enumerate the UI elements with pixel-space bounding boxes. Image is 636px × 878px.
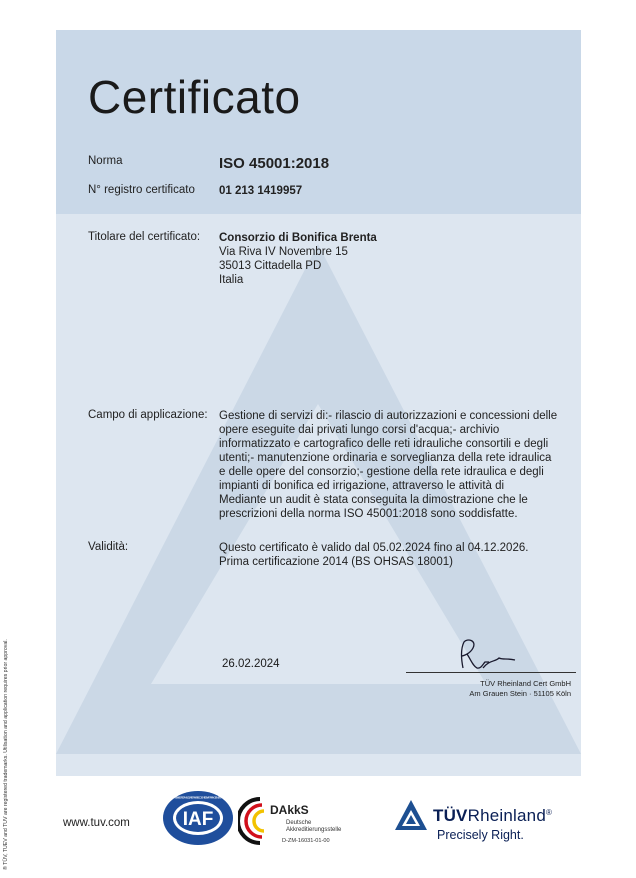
iaf-ring-text: MEMBER OF MULTILATERAL RECOGNITION ARRANGEMENT bbox=[174, 795, 222, 800]
signature-line bbox=[406, 672, 576, 673]
scope-line: e delle opere del consorzio;- gestione della rete idraulica e degli bbox=[219, 466, 544, 478]
issuer-name: TÜV Rheinland Cert GmbH bbox=[480, 679, 571, 688]
issue-date: 26.02.2024 bbox=[222, 658, 280, 670]
dakks-name: DAkkS bbox=[270, 803, 309, 817]
scope-line: informatizzato e cartografico delle reti idrauliche consortili e degli bbox=[219, 438, 549, 450]
validity-line: Questo certificato è valido dal 05.02.2024 fino al 04.12.2026. bbox=[219, 542, 529, 554]
dakks-sub-line: Deutsche bbox=[286, 820, 312, 826]
dakks-sub-line: Akkreditierungsstelle bbox=[286, 827, 342, 833]
validity-label: Validità: bbox=[88, 541, 129, 553]
registry-value: 01 213 1419957 bbox=[219, 185, 303, 197]
iaf-logo bbox=[162, 790, 234, 846]
scope-text bbox=[219, 409, 559, 521]
tuv-brand bbox=[433, 806, 552, 826]
scope-line: utenti;- manutenzione ordinaria e sorveglianza della rete idraulica bbox=[219, 452, 552, 464]
registered-mark: ® bbox=[545, 808, 553, 817]
scope-label: Campo di applicazione: bbox=[88, 409, 208, 421]
validity-text bbox=[219, 541, 528, 569]
tuv-brand-rest: Rheinland bbox=[467, 806, 546, 825]
dakks-subtitle bbox=[286, 820, 341, 834]
dakks-id: D-ZM-16031-01-00 bbox=[282, 838, 330, 844]
registry-label: N° registro certificato bbox=[88, 184, 195, 196]
scope-line: Mediante un audit è stata conseguita la dimostrazione che le bbox=[219, 494, 528, 506]
scope-line: prescrizioni della norma ISO 45001:2018 sono soddisfatte. bbox=[219, 508, 518, 520]
tuv-brand-bold: TÜV bbox=[433, 806, 468, 825]
issuer-block bbox=[406, 679, 571, 698]
certificate-title: Certificato bbox=[88, 71, 301, 123]
holder-block bbox=[219, 231, 377, 287]
holder-name: Consorzio di Bonifica Brenta bbox=[219, 232, 377, 244]
iaf-label: IAF bbox=[182, 809, 214, 830]
signature bbox=[455, 638, 525, 672]
norm-label: Norma bbox=[88, 155, 123, 167]
norm-value: ISO 45001:2018 bbox=[219, 155, 330, 172]
trademark-note: ® TÜV, TUEV and TUV are registered trademarks. Utilisation and application requires prior approval. bbox=[3, 639, 9, 870]
holder-label: Titolare del certificato: bbox=[88, 231, 201, 243]
tuv-slogan: Precisely Right. bbox=[437, 828, 524, 842]
holder-address-line: 35013 Cittadella PD bbox=[219, 260, 322, 272]
holder-address-line: Italia bbox=[219, 274, 244, 286]
holder-address-line: Via Riva IV Novembre 15 bbox=[219, 246, 348, 258]
scope-line: Gestione di servizi di:- rilascio di autorizzazioni e concessioni delle bbox=[219, 410, 558, 422]
scope-line: impianti di bonifica ed irrigazione, attraverso le attività di bbox=[219, 480, 505, 492]
website-link[interactable]: www.tuv.com bbox=[63, 817, 130, 829]
tuv-triangle-icon bbox=[394, 799, 428, 831]
validity-line: Prima certificazione 2014 (BS OHSAS 18001) bbox=[219, 556, 453, 568]
scope-line: opere eseguite dai privati lungo corsi d'acqua;- archivio bbox=[219, 424, 500, 436]
issuer-address: Am Grauen Stein · 51105 Köln bbox=[469, 688, 571, 698]
